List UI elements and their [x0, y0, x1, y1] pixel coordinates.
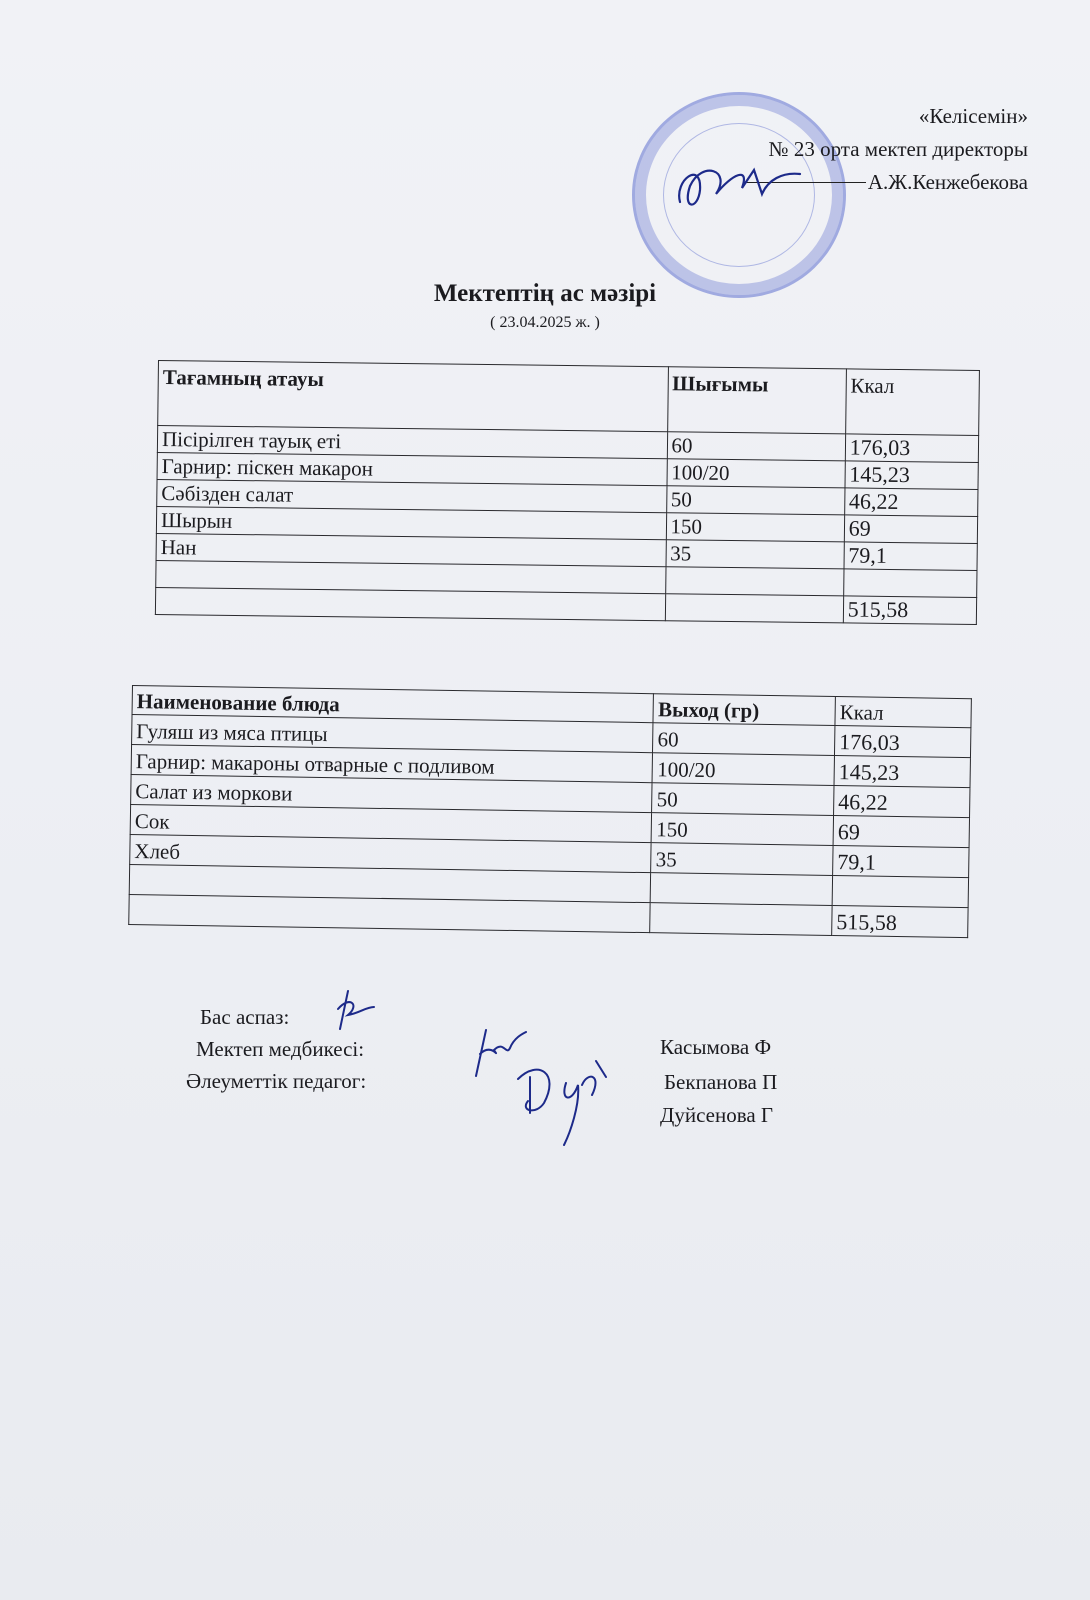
director-name: А.Ж.Кенжебекова [867, 170, 1028, 194]
pedagogue-signature [508, 1055, 618, 1150]
header-dish-name: Наименование блюда [132, 686, 654, 723]
chef-name: Касымова Ф [660, 1035, 772, 1059]
portion-cell: 35 [666, 540, 844, 569]
dish-name-cell: Сок [130, 804, 652, 842]
dish-name-cell: Нан [156, 533, 666, 566]
kcal-cell: 145,23 [834, 756, 970, 788]
kcal-cell: 515,58 [843, 596, 977, 625]
kcal-cell: 46,22 [844, 488, 978, 517]
approval-heading: «Келісемін» [918, 104, 1028, 128]
portion-cell [651, 873, 833, 906]
portion-cell: 50 [666, 486, 844, 515]
kcal-cell [832, 876, 968, 908]
nurse-role: Мектеп медбикесі: [196, 1037, 365, 1061]
kcal-cell: 69 [844, 515, 978, 544]
portion-cell [665, 594, 843, 623]
chef-signature [330, 985, 380, 1035]
portion-cell: 150 [652, 813, 834, 846]
pedagogue-role: Әлеуметтік педагог: [186, 1069, 367, 1093]
kcal-cell: 145,23 [845, 461, 979, 490]
menu-table-kazakh [155, 360, 980, 625]
dish-name-cell: Салат из моркови [131, 774, 653, 812]
portion-cell [650, 903, 832, 936]
nurse-signature [470, 1020, 530, 1080]
approval-position: № 23 орта мектеп директоры [768, 137, 1028, 161]
kcal-cell: 176,03 [835, 726, 971, 758]
portion-cell: 60 [667, 432, 845, 461]
menu-table-russian [128, 685, 972, 938]
portion-cell: 35 [651, 843, 833, 876]
dish-name-cell: Гарнир: макароны отварные с подливом [131, 745, 653, 783]
kcal-cell [843, 569, 977, 598]
portion-cell: 100/20 [667, 459, 845, 488]
header-kcal: Ккал [845, 369, 979, 436]
signature-line [746, 182, 866, 183]
menu-date: ( 23.04.2025 ж. ) [490, 314, 600, 331]
kcal-cell: 79,1 [833, 846, 969, 878]
menu-title: Мектептің ас мәзірі [433, 280, 657, 307]
dish-name-cell [155, 587, 665, 620]
kcal-cell: 46,22 [834, 786, 970, 818]
kcal-cell: 515,58 [832, 906, 968, 938]
dish-name-cell: Гуляш из мяса птицы [132, 715, 654, 753]
header-portion: Выход (гр) [653, 694, 835, 726]
portion-cell: 150 [666, 513, 844, 542]
nurse-name: Бекпанова П [664, 1070, 778, 1094]
dish-name-cell: Сәбізден салат [157, 479, 667, 512]
portion-cell: 60 [653, 723, 835, 756]
header-dish-name: Тағамның атауы [158, 361, 668, 432]
approval-block [746, 100, 1028, 199]
chef-role: Бас аспаз: [200, 1005, 290, 1029]
header-kcal: Ккал [835, 697, 971, 728]
portion-cell: 50 [652, 783, 834, 816]
header-portion: Шығымы [667, 367, 846, 434]
dish-name-cell: Хлеб [130, 834, 652, 872]
portion-cell: 100/20 [652, 753, 834, 786]
pedagogue-name: Дуйсенова Г [660, 1103, 774, 1127]
portion-cell [665, 567, 843, 596]
dish-name-cell: Шырын [156, 506, 666, 539]
kcal-cell: 79,1 [844, 542, 978, 571]
dish-name-cell: Гарнир: піскен макарон [157, 452, 667, 485]
dish-name-cell: Пісірілген тауық еті [157, 426, 667, 459]
kcal-cell: 69 [833, 816, 969, 848]
kcal-cell: 176,03 [845, 434, 979, 463]
